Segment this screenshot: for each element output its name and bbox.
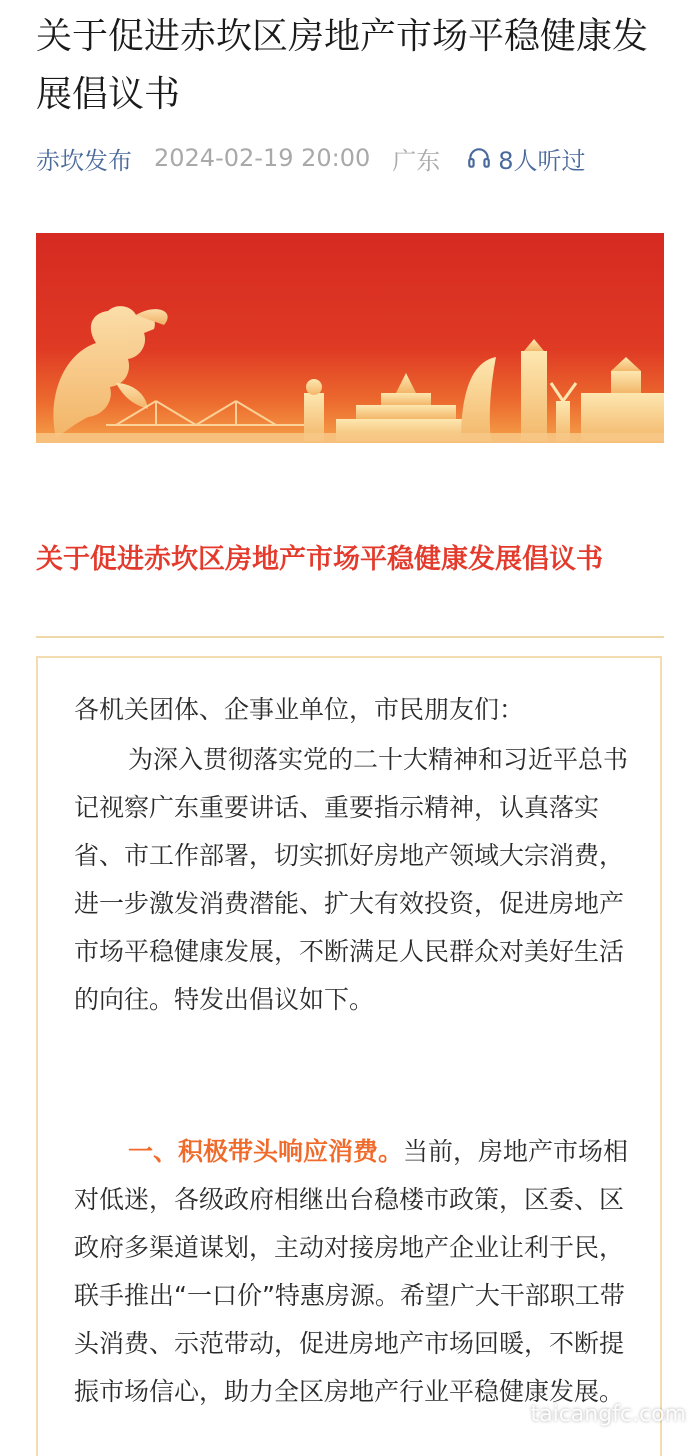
divider — [36, 636, 664, 638]
watermark-text: taicangfc.com — [530, 1402, 686, 1427]
article-title: 关于促进赤坎区房地产市场平稳健康发展倡议书 — [36, 16, 649, 115]
skyline-icon — [304, 339, 664, 441]
section-1-heading: 一、积极带头响应消费。 — [128, 1137, 404, 1166]
article-meta — [36, 140, 676, 176]
header-banner-image — [36, 233, 664, 443]
headphones-icon — [466, 145, 492, 171]
greeting-paragraph: 各机关团体、企事业单位，市民朋友们： — [74, 695, 525, 724]
listen-count: 8人听过 — [498, 146, 586, 175]
section-1-text: 当前，房地产市场相对低迷，各级政府相继出台稳楼市政策，区委、区政府多渠道谋划，主动对接房地产企业让利于民，联手推出“一口价”特惠房源。希望广大干部职工带头消费、示范带动，促进房地产市场回暖，不断提振市场信心，助力全区房地产行业平稳健康发展。 — [74, 1137, 629, 1406]
watermark-logo-icon — [500, 1403, 524, 1427]
section-1-paragraph — [74, 1128, 634, 1416]
region-label: 广东 — [392, 146, 441, 175]
publish-date: 2024-02-19 20:00 — [154, 144, 371, 172]
document-subtitle: 关于促进赤坎区房地产市场平稳健康发展倡议书 — [36, 544, 603, 575]
intro-paragraph: 为深入贯彻落实党的二十大精神和习近平总书记视察广东重要讲话、重要指示精神，认真落实省、市工作部署，切实抓好房地产领域大宗消费，进一步激发消费潜能、扩大有效投资，促进房地产市场平稳健康发展，不断满足人民群众对美好生活的向往。特发出倡议如下。 — [74, 745, 629, 1014]
watermark — [500, 1402, 686, 1427]
dragon-icon — [53, 306, 167, 438]
bridge-icon — [106, 401, 306, 425]
source-link[interactable]: 赤坎发布 — [36, 146, 132, 175]
listen-button[interactable] — [466, 141, 585, 176]
